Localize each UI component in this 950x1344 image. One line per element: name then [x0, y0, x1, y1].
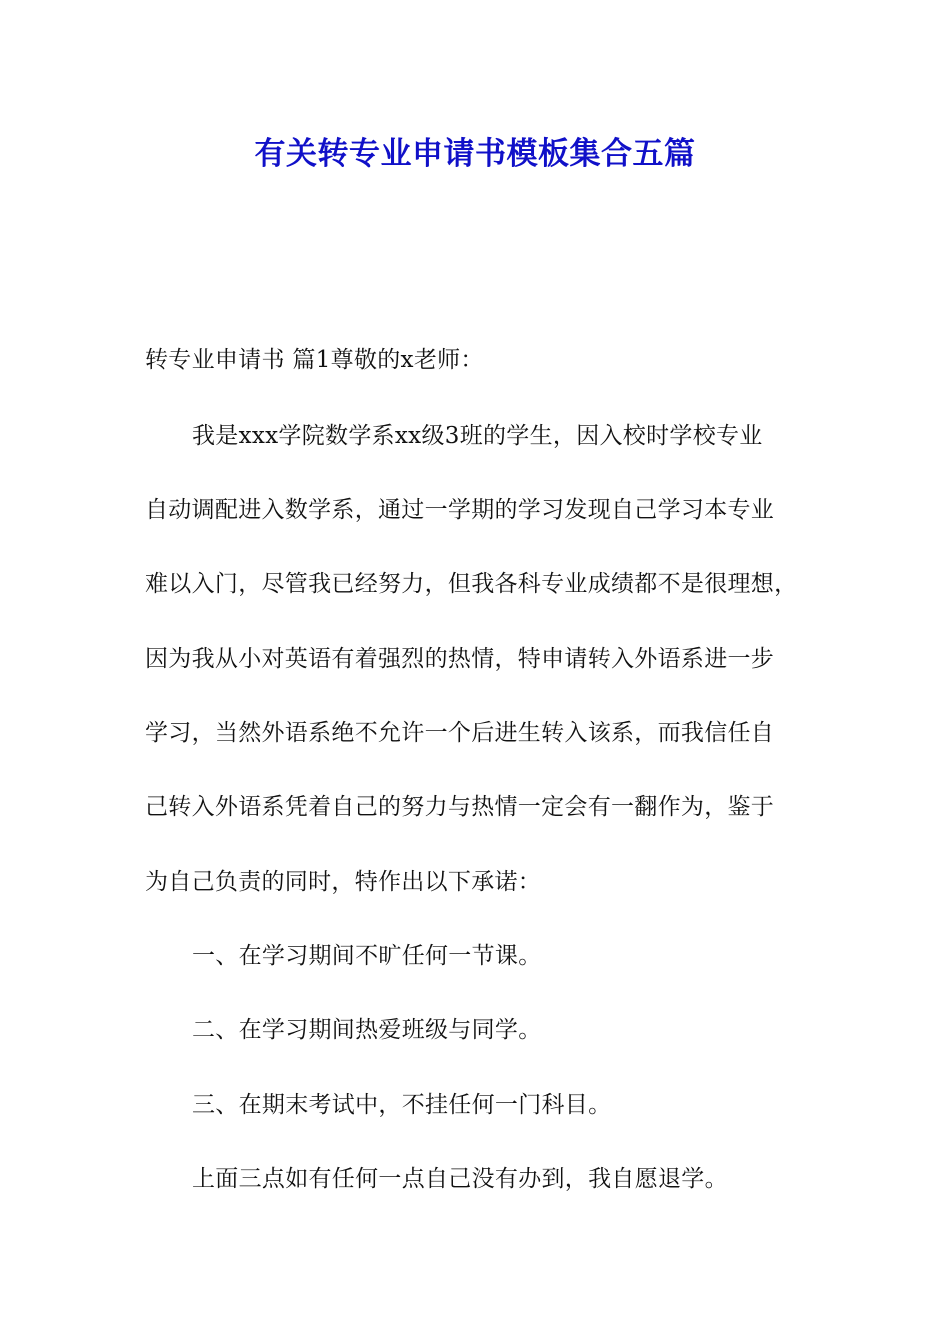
commitment-item-2: 二、在学习期间热爱班级与同学。 [192, 1017, 542, 1043]
paragraph-line: 学习，当然外语系绝不允许一个后进生转入该系，而我信任自 [145, 720, 775, 746]
commitment-item-1: 一、在学习期间不旷任何一节课。 [192, 943, 542, 969]
paragraph-line: 因为我从小对英语有着强烈的热情，特申请转入外语系进一步 [145, 646, 775, 672]
salutation-line: 转专业申请书 篇1尊敬的x老师： [145, 347, 484, 373]
paragraph-line: 难以入门，尽管我已经努力，但我各科专业成绩都不是很理想， [145, 571, 798, 597]
commitment-item-3: 三、在期末考试中，不挂任何一门科目。 [192, 1092, 612, 1118]
paragraph-line: 自动调配进入数学系，通过一学期的学习发现自己学习本专业 [145, 497, 775, 523]
document-title: 有关转专业申请书模板集合五篇 [254, 136, 696, 172]
paragraph-line: 己转入外语系凭着自己的努力与热情一定会有一翻作为，鉴于 [145, 794, 775, 820]
paragraph-line: 为自己负责的同时，特作出以下承诺： [145, 869, 542, 895]
closing-line: 上面三点如有任何一点自己没有办到，我自愿退学。 [192, 1166, 728, 1192]
paragraph-line: 我是xxx学院数学系xx级3班的学生，因入校时学校专业 [192, 423, 763, 449]
